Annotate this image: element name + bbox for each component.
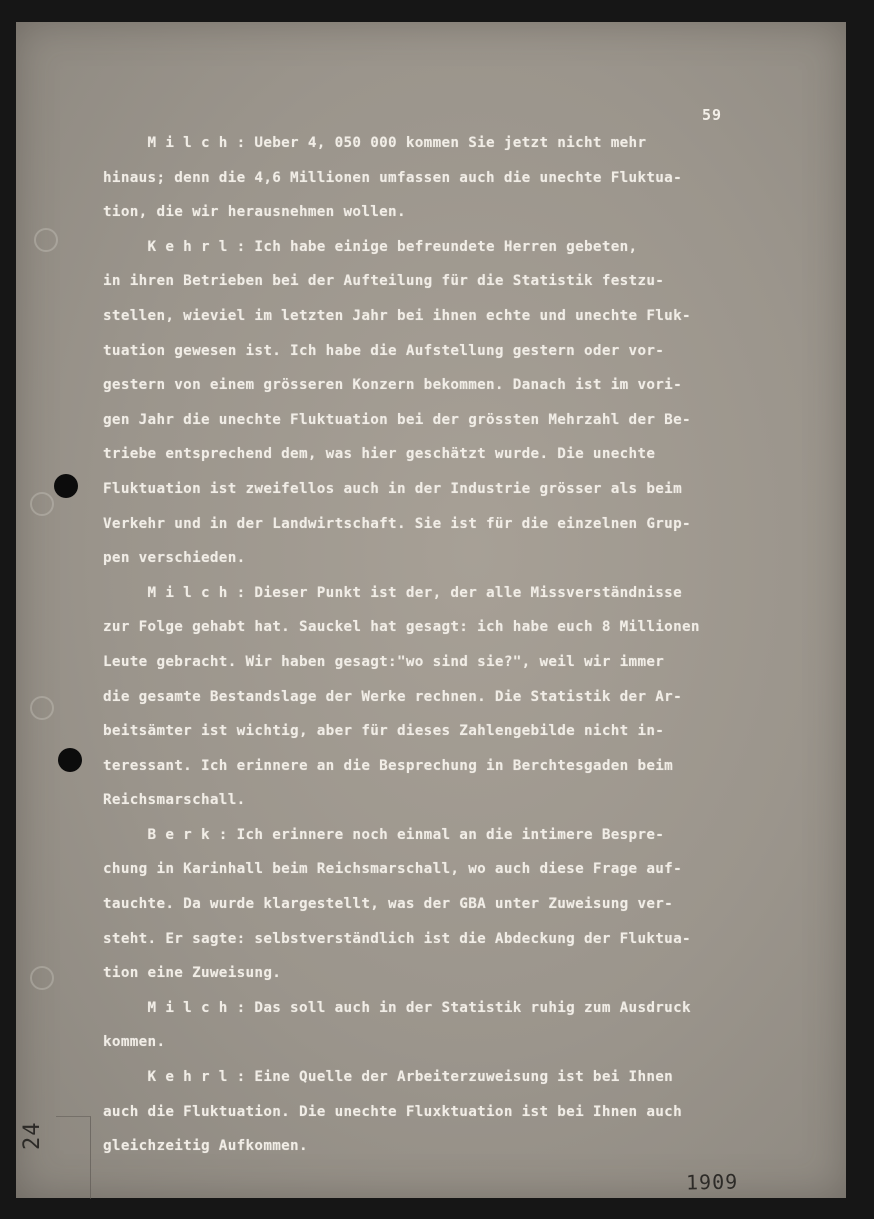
text-line: tauchte. Da wurde klargestellt, was der GBA unter Zuweisung ver- bbox=[103, 896, 674, 913]
text-line: gen Jahr die unechte Fluktuation bei der grössten Mehrzahl der Be- bbox=[103, 411, 691, 428]
paragraph-milch-2 bbox=[103, 576, 793, 818]
text-line: chung in Karinhall beim Reichsmarschall, wo auch diese Frage auf- bbox=[103, 861, 682, 878]
paragraph-kehrl-2 bbox=[103, 1060, 793, 1164]
margin-handwritten-number: 24 bbox=[20, 1121, 45, 1150]
paragraph-milch-1 bbox=[103, 126, 793, 230]
punch-hole-1 bbox=[54, 474, 78, 498]
text-line: M i l c h : Das soll auch in der Statistik ruhig zum Ausdruck bbox=[103, 999, 691, 1016]
faint-punch-hole-4 bbox=[30, 966, 54, 990]
text-line: steht. Er sagte: selbstverständlich ist die Abdeckung der Fluktua- bbox=[103, 930, 691, 947]
text-line: Leute gebracht. Wir haben gesagt:"wo sind sie?", weil wir immer bbox=[103, 653, 665, 670]
text-line: teressant. Ich erinnere an die Besprechung in Berchtesgaden beim bbox=[103, 757, 674, 774]
text-line: B e r k : Ich erinnere noch einmal an die intimere Bespre- bbox=[103, 826, 665, 843]
faint-punch-hole-1 bbox=[34, 228, 58, 252]
text-line: tuation gewesen ist. Ich habe die Aufstellung gestern oder vor- bbox=[103, 342, 665, 359]
text-line: tion eine Zuweisung. bbox=[103, 965, 282, 982]
text-line: Verkehr und in der Landwirtschaft. Sie ist für die einzelnen Grup- bbox=[103, 515, 691, 532]
paragraph-milch-3 bbox=[103, 991, 793, 1060]
text-line: die gesamte Bestandslage der Werke rechnen. Die Statistik der Ar- bbox=[103, 688, 682, 705]
text-line: beitsämter ist wichtig, aber für dieses Zahlengebilde nicht in- bbox=[103, 723, 665, 740]
text-line: kommen. bbox=[103, 1034, 166, 1051]
text-line: K e h r l : Eine Quelle der Arbeiterzuweisung ist bei Ihnen bbox=[103, 1069, 674, 1086]
text-line: M i l c h : Ueber 4, 050 000 kommen Sie jetzt nicht mehr bbox=[103, 135, 647, 151]
text-line: pen verschieden. bbox=[103, 550, 246, 567]
text-line: in ihren Betrieben bei der Aufteilung für die Statistik festzu- bbox=[103, 273, 665, 290]
text-line: triebe entsprechend dem, was hier geschätzt wurde. Die unechte bbox=[103, 446, 656, 463]
text-line: auch die Fluktuation. Die unechte Fluxktuation ist bei Ihnen auch bbox=[103, 1103, 682, 1120]
text-line: gestern von einem grösseren Konzern bekommen. Danach ist im vori- bbox=[103, 377, 682, 394]
faint-punch-hole-3 bbox=[30, 696, 54, 720]
text-line: K e h r l : Ich habe einige befreundete Herren gebeten, bbox=[103, 238, 638, 255]
margin-bracket bbox=[56, 1116, 91, 1199]
text-line: stellen, wieviel im letzten Jahr bei ihnen echte und unechte Fluk- bbox=[103, 307, 691, 324]
punch-hole-2 bbox=[58, 748, 82, 772]
document-body bbox=[103, 126, 793, 1164]
text-line: M i l c h : Dieser Punkt ist der, der alle Missverständnisse bbox=[103, 584, 682, 601]
faint-punch-hole-2 bbox=[30, 492, 54, 516]
text-line: tion, die wir herausnehmen wollen. bbox=[103, 204, 406, 221]
text-line: gleichzeitig Aufkommen. bbox=[103, 1138, 308, 1155]
page-number: 59 bbox=[702, 106, 723, 124]
text-line: Fluktuation ist zweifellos auch in der Industrie grösser als beim bbox=[103, 480, 682, 497]
text-line: hinaus; denn die 4,6 Millionen umfassen auch die unechte Fluktua- bbox=[103, 169, 682, 186]
paragraph-berk-1 bbox=[103, 818, 793, 991]
paragraph-kehrl-1 bbox=[103, 230, 793, 576]
archive-number-stamp: 1909 bbox=[685, 1169, 739, 1195]
text-line: Reichsmarschall. bbox=[103, 792, 246, 809]
text-line: zur Folge gehabt hat. Sauckel hat gesagt: ich habe euch 8 Millionen bbox=[103, 619, 700, 636]
